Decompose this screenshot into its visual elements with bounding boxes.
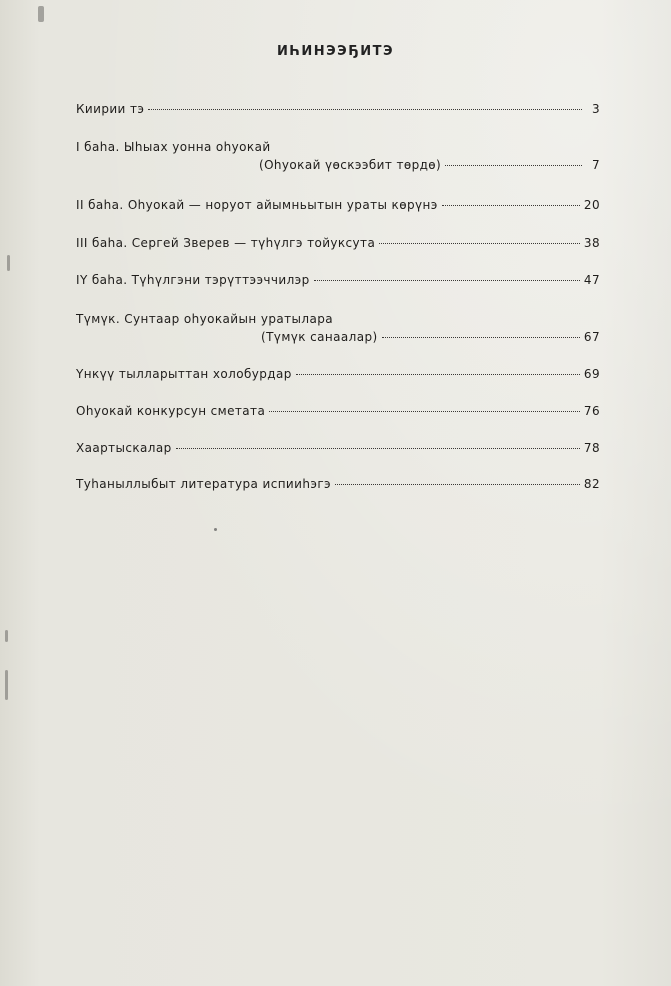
toc-entry-title: Үнкүү тылларыттан холобурдар bbox=[76, 367, 292, 381]
toc-entry-title: II баһа. Оһуокай — норуот айымньытын ураты көрүнэ bbox=[76, 198, 438, 212]
binding-mark bbox=[7, 255, 10, 271]
toc-entry-page: 67 bbox=[583, 330, 600, 344]
page-title: ИҺИНЭЭҔИТЭ bbox=[276, 44, 395, 59]
toc-entry bbox=[76, 138, 600, 174]
toc-entry-title: Хаартыскалар bbox=[76, 441, 172, 455]
toc-entry-page: 47 bbox=[583, 273, 600, 287]
toc-entry-page: 7 bbox=[591, 158, 600, 172]
toc-entry bbox=[76, 271, 600, 289]
binding-mark bbox=[5, 630, 8, 642]
toc-entry-title: Киирии тэ bbox=[76, 102, 145, 116]
toc-entry-title: Оһуокай конкурсун сметата bbox=[76, 404, 266, 418]
toc-entry-title: IҮ баһа. Түһүлгэни тэрүттээччилэр bbox=[76, 273, 310, 287]
toc-entry-page: 82 bbox=[583, 477, 600, 491]
toc-entry-page: 38 bbox=[583, 236, 600, 250]
binding-mark bbox=[38, 6, 44, 22]
toc-entry-subtitle: (Оһуокай үөскээбит төрдө) bbox=[259, 158, 442, 172]
toc-entry bbox=[76, 365, 600, 383]
paper-speck bbox=[214, 528, 217, 531]
toc-entry-page: 69 bbox=[583, 367, 600, 381]
binding-mark bbox=[5, 670, 8, 700]
dot-leader bbox=[176, 448, 580, 449]
toc-entry-title: I баһа. Ыһыах уонна оһуокай bbox=[76, 140, 271, 154]
dot-leader bbox=[269, 411, 580, 412]
toc-entry bbox=[76, 100, 600, 118]
dot-leader bbox=[335, 484, 580, 485]
toc-entry bbox=[76, 439, 600, 457]
dot-leader bbox=[296, 374, 580, 375]
toc-entry bbox=[76, 475, 600, 493]
toc-entry-title: Туһаныллыбыт литература испииһэгэ bbox=[76, 477, 332, 491]
toc-entry bbox=[76, 310, 600, 346]
dot-leader bbox=[445, 165, 582, 166]
dot-leader bbox=[442, 205, 580, 206]
toc-entry bbox=[76, 196, 600, 214]
toc-entry-page: 76 bbox=[583, 404, 600, 418]
dot-leader bbox=[148, 109, 582, 110]
toc-entry-subtitle: (Түмүк санаалар) bbox=[261, 330, 378, 344]
toc-entry bbox=[76, 402, 600, 420]
dot-leader bbox=[379, 243, 580, 244]
dot-leader bbox=[382, 337, 580, 338]
toc-entry-page: 78 bbox=[583, 441, 600, 455]
toc-entry bbox=[76, 234, 600, 252]
toc-entry-page: 20 bbox=[583, 198, 600, 212]
toc-entry-page: 3 bbox=[591, 102, 600, 116]
toc-entry-title: Түмүк. Сунтаар оһуокайын уратылара bbox=[76, 312, 333, 326]
toc-entry-title: III баһа. Сергей Зверев — түһүлгэ тойуксута bbox=[76, 236, 376, 250]
dot-leader bbox=[314, 280, 580, 281]
